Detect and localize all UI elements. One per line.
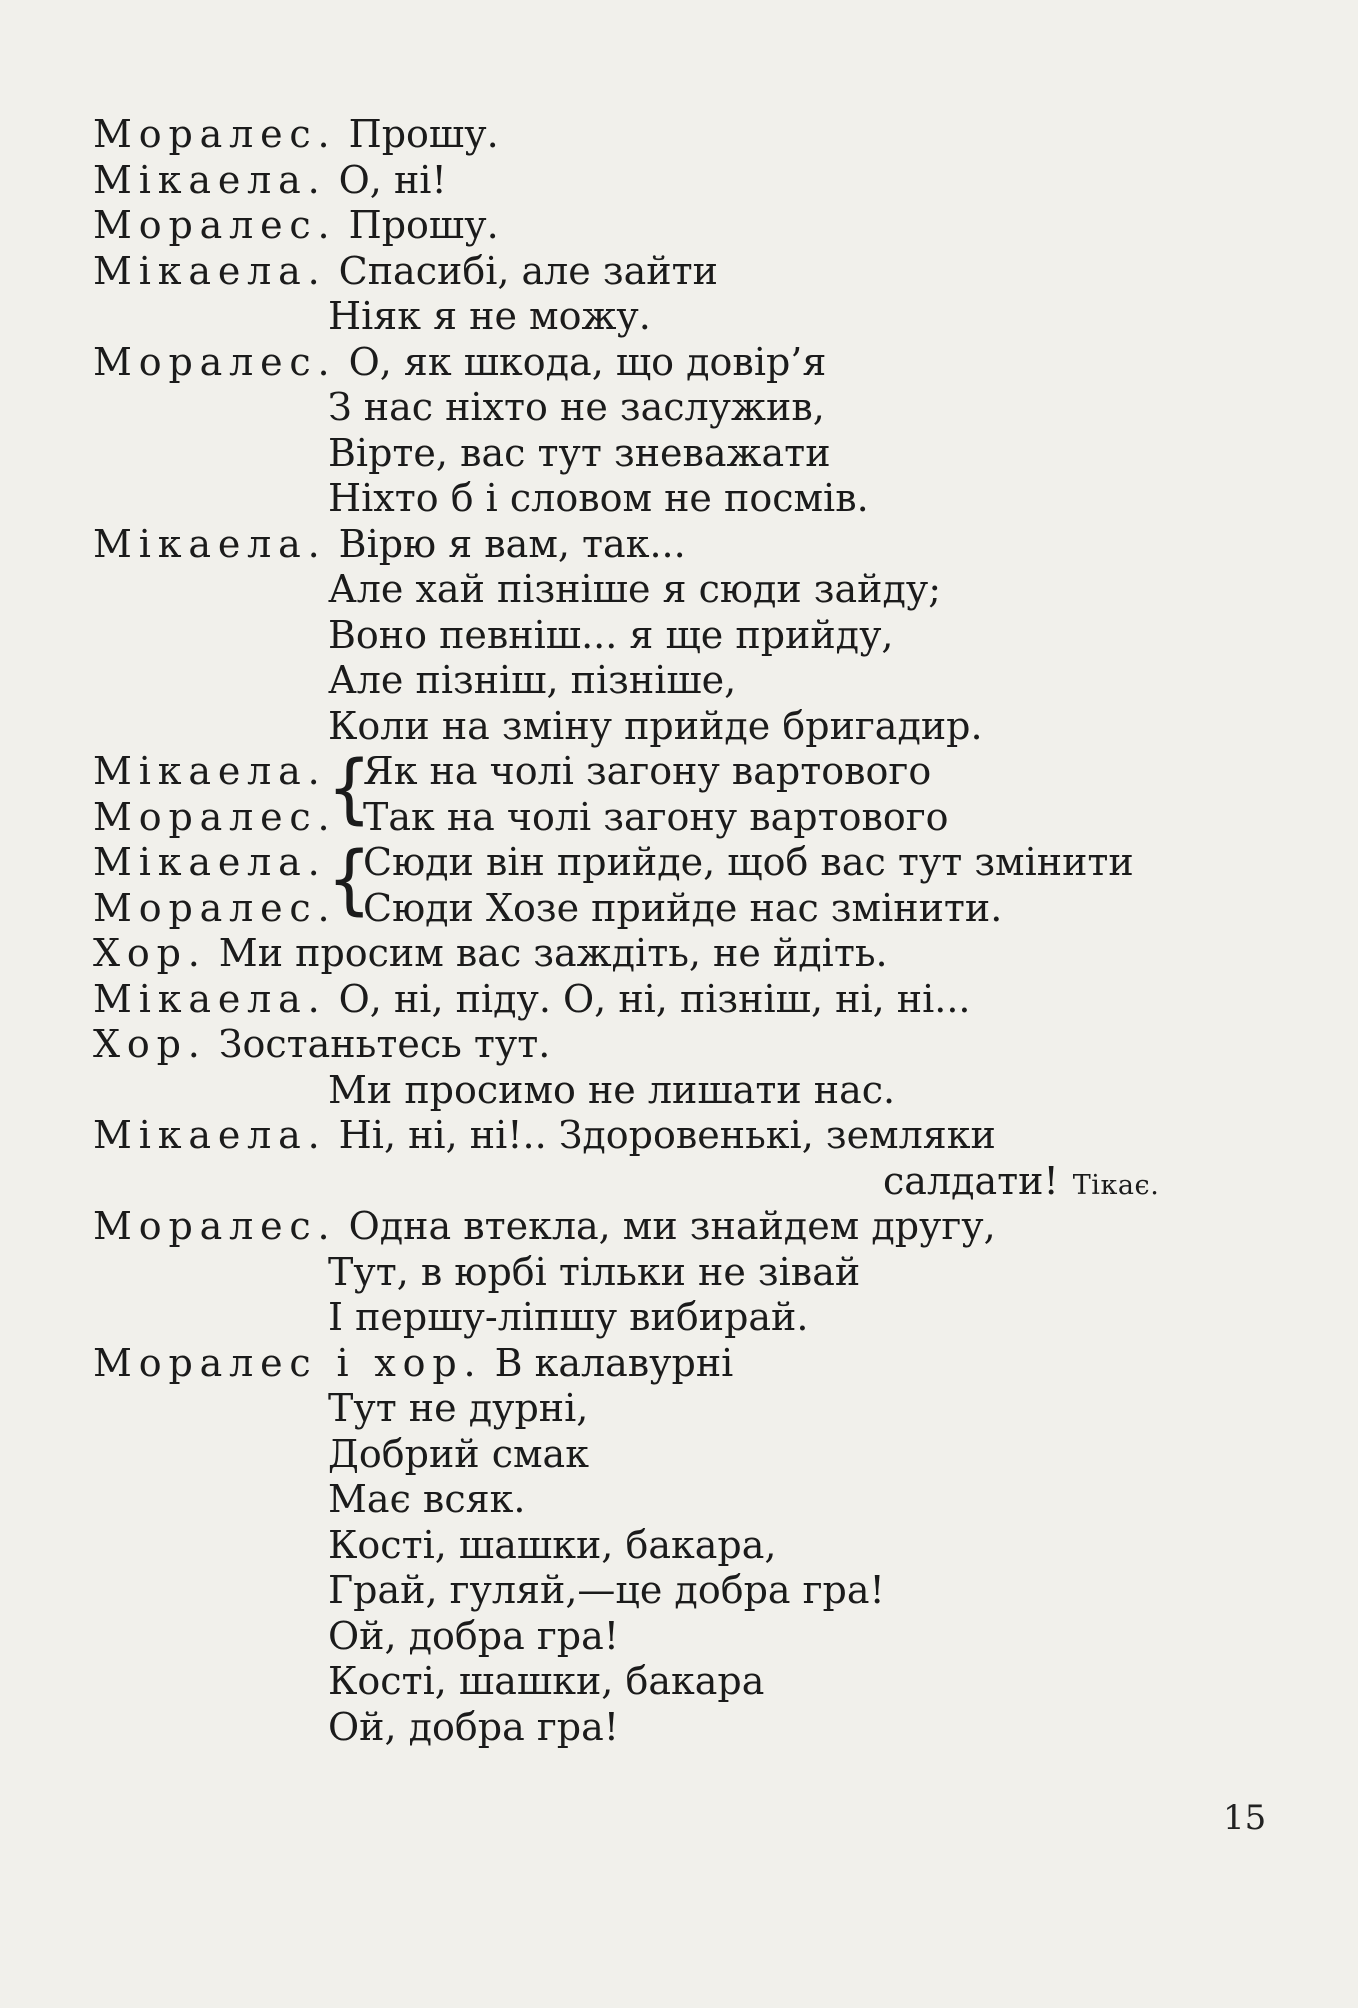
libretto-line — [93, 1341, 1159, 1387]
duet-lines — [363, 749, 1159, 931]
libretto-line — [93, 158, 1159, 204]
line-text: Вірю я вам, так... — [338, 521, 686, 566]
line-text: Вірте, вас тут зневажати — [328, 430, 831, 475]
line-text: В калавурні — [494, 1340, 734, 1385]
libretto-line — [93, 567, 1159, 613]
libretto-line — [93, 1250, 1159, 1296]
libretto-line — [93, 1705, 1159, 1751]
libretto-line — [93, 931, 1159, 977]
line-text: О, як шкода, що довір’я — [348, 339, 827, 384]
libretto-line — [93, 1068, 1159, 1114]
line-text: Але хай пізніше я сюди зайду; — [328, 567, 942, 611]
line-text: Тут не дурні, — [328, 1386, 589, 1430]
line-text: Воно певніш... я ще прийду, — [328, 612, 894, 657]
line-text: Ніхто б і словом не посмів. — [328, 476, 869, 520]
line-text: Прошу. — [348, 203, 499, 247]
line-text: Ой, добра гра! — [328, 1704, 620, 1749]
libretto-line — [93, 1113, 1159, 1159]
line-text: Добрий смак — [328, 1431, 589, 1476]
curly-brace-icon: { — [327, 834, 372, 924]
libretto-line — [93, 112, 1159, 158]
libretto-line — [93, 294, 1159, 340]
curly-brace-icon: { — [327, 743, 372, 833]
speaker-name: Моралес. — [93, 339, 337, 384]
speaker-name: Мікаела. — [93, 749, 327, 793]
speaker-name: Мікаела. — [93, 521, 327, 566]
speaker-name: Моралес і хор. — [93, 1340, 483, 1385]
stage-direction: Тікає. — [1072, 1169, 1160, 1201]
speaker-name: Мікаела. — [93, 1113, 327, 1157]
line-text: салдати! — [883, 1158, 1059, 1203]
line-text: Як на чолі загону вартового — [363, 749, 932, 793]
speaker-name: Мікаела. — [93, 840, 327, 884]
libretto-line — [93, 1614, 1159, 1660]
libretto-line — [93, 977, 1159, 1023]
line-text: І першу-ліпшу вибирай. — [328, 1295, 809, 1339]
speaker-name: Моралес. — [93, 794, 337, 839]
line-text: Одна втекла, ми знайдем другу, — [348, 1204, 996, 1248]
line-text: Сюди Хозе прийде нас змінити. — [363, 885, 1003, 930]
libretto-line — [93, 203, 1159, 249]
line-text: О, ні, піду. О, ні, пізніш, ні, ні... — [338, 976, 971, 1021]
line-text: Кості, шашки, бакара, — [328, 1522, 777, 1567]
libretto-line — [93, 522, 1159, 568]
line-text: Зостаньтесь тут. — [218, 1022, 551, 1066]
line-text: Ні, ні, ні!.. Здоровенькі, земляки — [338, 1113, 996, 1157]
libretto-line — [93, 1659, 1159, 1705]
libretto-line — [93, 1204, 1159, 1250]
libretto-line — [93, 431, 1159, 477]
speaker-name: Мікаела. — [93, 157, 327, 202]
libretto-line — [93, 249, 1159, 295]
libretto-line — [93, 1022, 1159, 1068]
libretto-line — [93, 1523, 1159, 1569]
duet-speakers — [93, 749, 337, 931]
line-text: Ми просимо не лишати нас. — [328, 1067, 896, 1112]
duet-block — [93, 743, 1159, 931]
speaker-name: Моралес. — [93, 203, 337, 247]
libretto-line — [93, 1432, 1159, 1478]
libretto-line — [93, 1295, 1159, 1341]
line-text: Сюди він прийде, щоб вас тут змінити — [363, 840, 1134, 884]
line-text: Має всяк. — [328, 1477, 526, 1521]
line-text: Так на чолі загону вартового — [363, 794, 949, 839]
line-text: Ми просим вас заждіть, не йдіть. — [218, 931, 888, 975]
line-text: Але пізніш, пізніше, — [328, 658, 737, 702]
line-text: Кості, шашки, бакара — [328, 1659, 765, 1703]
line-text: Спасибі, але зайти — [338, 248, 718, 293]
libretto-line — [93, 340, 1159, 386]
line-text: Ой, добра гра! — [328, 1613, 620, 1658]
libretto-text — [93, 112, 1159, 1750]
speaker-name: Мікаела. — [93, 248, 327, 293]
speaker-name: Хор. — [93, 931, 207, 975]
libretto-line — [93, 704, 1159, 750]
libretto-line — [93, 1477, 1159, 1523]
line-text: О, ні! — [338, 157, 447, 202]
libretto-line — [93, 658, 1159, 704]
libretto-line — [93, 385, 1159, 431]
speaker-name: Моралес. — [93, 112, 337, 156]
line-text: Тут, в юрбі тільки не зівай — [328, 1249, 861, 1294]
line-text: Прошу. — [348, 112, 499, 156]
libretto-line — [93, 1386, 1159, 1432]
libretto-line — [93, 476, 1159, 522]
line-text: Ніяк я не можу. — [328, 294, 651, 338]
speaker-name: Моралес. — [93, 885, 337, 930]
line-text: З нас ніхто не заслужив, — [328, 385, 825, 429]
libretto-line — [93, 613, 1159, 659]
duet-brace — [323, 743, 372, 931]
line-text: Коли на зміну прийде бригадир. — [328, 703, 983, 748]
speaker-name: Моралес. — [93, 1204, 337, 1248]
speaker-name: Хор. — [93, 1022, 207, 1066]
libretto-line — [93, 1568, 1159, 1614]
line-text: Грай, гуляй,—це добра гра! — [328, 1568, 885, 1612]
page-number: 15 — [1223, 1798, 1267, 1838]
libretto-line — [93, 1159, 1159, 1205]
speaker-name: Мікаела. — [93, 976, 327, 1021]
